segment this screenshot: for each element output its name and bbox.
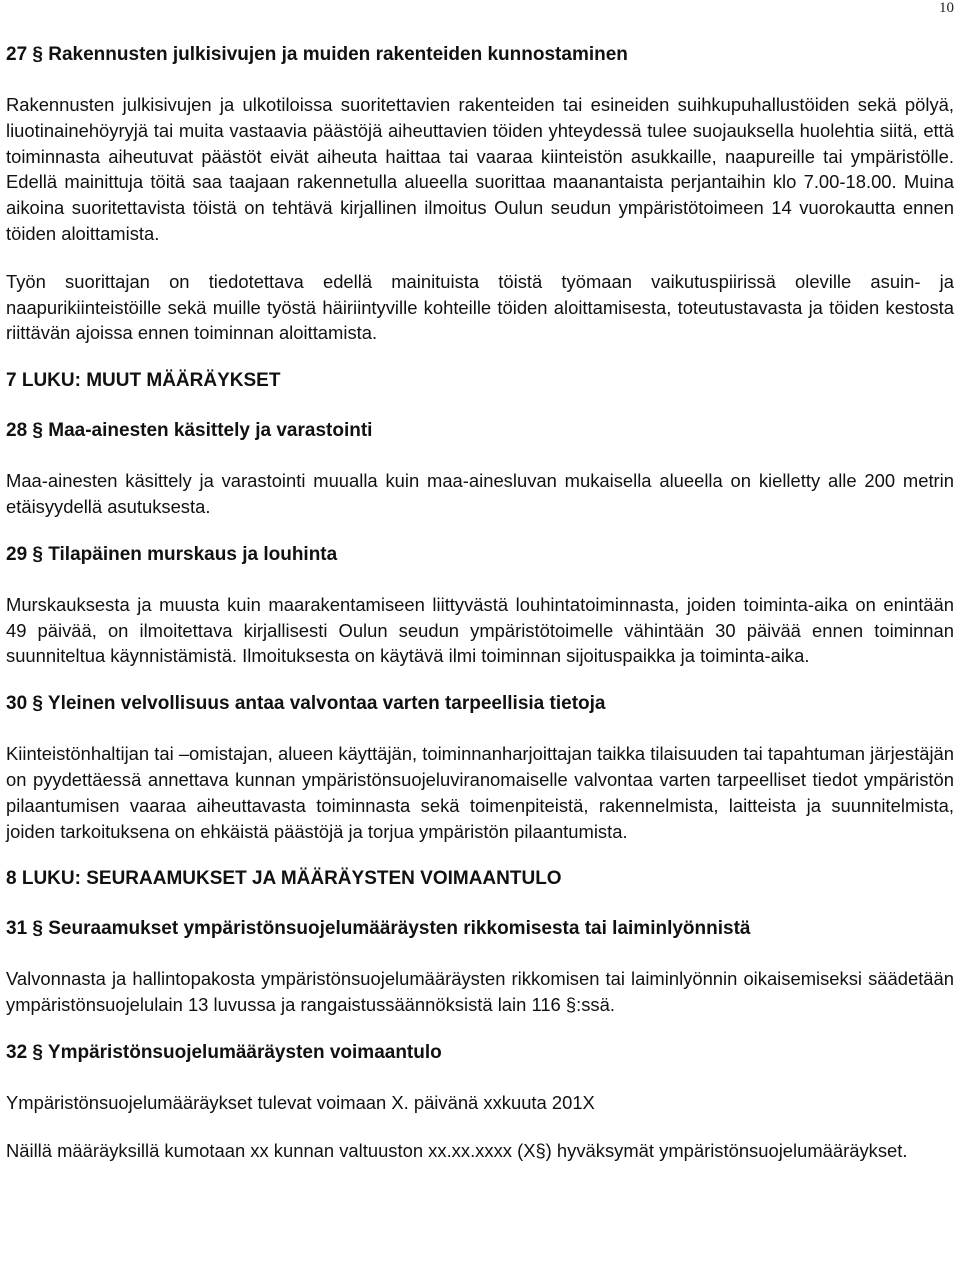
paragraph: Valvonnasta ja hallintopakosta ympäristönsuojelumääräysten rikkomisen tai laiminlyönnin oikaisemiseksi säädetään ympäristönsuojelulain 13 luvussa ja rangaistussäännöksistä lain 116 §:ssä. [6, 968, 954, 1016]
paragraph: Rakennusten julkisivujen ja ulkotiloissa suoritettavien rakenteiden tai esineiden suihkupuhallustöiden sekä pölyä, liuotinainehöyryjä tai muita vastaavia päästöjä aiheuttavien töiden yhteydessä tulee suojauksella huolehtia siitä, että toiminnasta aiheutuvat päästöt eivät aiheuta haittaa tai vaaraa kiinteistön asukkaille, naapureille tai ympäristölle. Edellä mainittuja töitä saa taajaan rakennetulla alueella suorittaa maanantaista perjantaihin klo 7.00-18.00. Muina aikoina suoritettavista töistä on tehtävä kirjallinen ilmoitus Oulun seudun ympäristötoimeen 14 vuorokautta ennen töiden aloittamista. [6, 94, 954, 244]
section-heading-27: 27 § Rakennusten julkisivujen ja muiden rakenteiden kunnostaminen [6, 44, 628, 65]
paragraph: Kiinteistönhaltijan tai –omistajan, alueen käyttäjän, toiminnanharjoittajan taikka tilaisuuden tai tapahtuman järjestäjän on pyydettäessä annettava kunnan ympäristönsuojeluviranomaiselle valvontaa varten tarpeelliset tiedot ympäristön pilaantumisen vaaraa aiheuttavasta toiminnasta sekä toimenpiteistä, rakennelmista, laitteista ja suunnitelmista, joiden tarkoituksena on ehkäistä päästöjä ja torjua ympäristön pilaantumista. [6, 743, 954, 842]
section-heading-32: 32 § Ympäristönsuojelumääräysten voimaantulo [6, 1041, 442, 1063]
section-heading-28: 28 § Maa-ainesten käsittely ja varastointi [6, 420, 373, 442]
paragraph: Murskauksesta ja muusta kuin maarakentamiseen liittyvästä louhintatoiminnasta, joiden toiminta-aika on enintään 49 päivää, on ilmoitettava kirjallisesti Oulun seudun ympäristötoimelle vähintään 30 päivää ennen toiminnan suunniteltua käynnistämistä. Ilmoituksesta on käytävä ilmi toiminnan sijoituspaikka ja toiminta-aika. [6, 593, 954, 667]
document-body [6, 42, 954, 1164]
paragraph: Ympäristönsuojelumääräykset tulevat voimaan X. päivänä xxkuuta 201X [6, 1091, 595, 1113]
section-heading-30: 30 § Yleinen velvollisuus antaa valvontaa varten tarpeellisia tietoja [6, 693, 606, 715]
section-heading-31: 31 § Seuraamukset ympäristönsuojelumääräysten rikkomisesta tai laiminlyönnistä [6, 918, 751, 940]
paragraph: Maa-ainesten käsittely ja varastointi muualla kuin maa-ainesluvan mukaisella alueella on kielletty alle 200 metrin etäisyydellä asutuksesta. [6, 470, 954, 517]
paragraph: Työn suorittajan on tiedotettava edellä mainituista töistä työmaan vaikutuspiirissä oleville asuin- ja naapurikiinteistöille sekä muille työstä häiriintyville kohteille töiden aloittamisesta, toteutustavasta ja töiden kestosta riittävän ajoissa ennen toiminnan aloittamista. [6, 270, 954, 344]
paragraph: Näillä määräyksillä kumotaan xx kunnan valtuuston xx.xx.xxxx (X§) hyväksymät ympäristönsuojelumääräykset. [6, 1139, 908, 1161]
section-heading-29: 29 § Tilapäinen murskaus ja louhinta [6, 543, 338, 565]
page-number: 10 [939, 0, 954, 16]
chapter-heading-7: 7 LUKU: MUUT MÄÄRÄYKSET [6, 370, 281, 392]
chapter-heading-8: 8 LUKU: SEURAAMUKSET JA MÄÄRÄYSTEN VOIMAANTULO [6, 868, 562, 890]
